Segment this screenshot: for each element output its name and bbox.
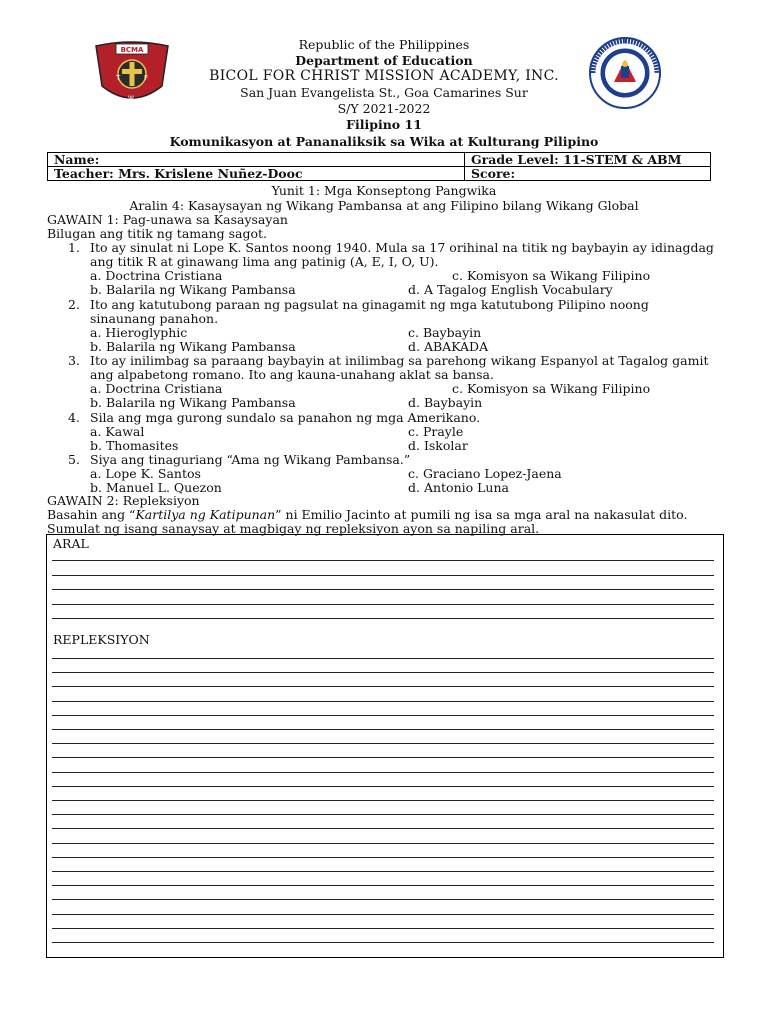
question-3-text-cont: ang alpabetong romano. Ito ang kauna-unahang aklat sa bansa. [90, 367, 494, 382]
repleksiyon-label: REPLEKSIYON [53, 632, 150, 647]
writing-line[interactable] [52, 885, 714, 886]
q2-option-a[interactable]: a. Hieroglyphic [90, 325, 188, 340]
q1-option-b[interactable]: b. Balarila ng Wikang Pambansa [90, 282, 296, 297]
question-number: 5. [68, 452, 80, 467]
svg-text:W: W [128, 95, 134, 102]
q5-option-b[interactable]: b. Manuel L. Quezon [90, 480, 222, 495]
writing-line[interactable] [52, 701, 714, 702]
header-school-year: S/Y 2021-2022 [337, 101, 431, 116]
teacher-label: Teacher: Mrs. Krislene Nuñez-Dooc [54, 166, 303, 181]
writing-line[interactable] [52, 729, 714, 730]
activity1-instruction: Bilugan ang titik ng tamang sagot. [47, 226, 268, 241]
writing-line[interactable] [52, 857, 714, 858]
writing-line[interactable] [52, 672, 714, 673]
writing-line[interactable] [52, 942, 714, 943]
header-republic: Republic of the Philippines [298, 37, 470, 52]
score-label: Score: [471, 166, 516, 181]
q3-option-b[interactable]: b. Balarila ng Wikang Pambansa [90, 395, 296, 410]
writing-line[interactable] [52, 589, 714, 590]
header-department: Department of Education [295, 53, 473, 68]
q2-option-d[interactable]: d. ABAKADA [408, 339, 489, 354]
activity2-title: GAWAIN 2: Repleksiyon [47, 493, 200, 508]
question-number: 1. [68, 240, 80, 255]
writing-line[interactable] [52, 871, 714, 872]
header-subject: Filipino 11 [346, 117, 422, 132]
q1-option-c[interactable]: c. Komisyon sa Wikang Filipino [452, 268, 651, 283]
q3-option-a[interactable]: a. Doctrina Cristiana [90, 381, 223, 396]
question-number: 2. [68, 297, 80, 312]
unit-title: Yunit 1: Mga Konseptong Pangwika [271, 183, 497, 198]
writing-line[interactable] [52, 786, 714, 787]
activity1-title: GAWAIN 1: Pag-unawa sa Kasaysayan [47, 212, 288, 227]
activity2-instruction-2: Sumulat ng isang sanaysay at magbigay ng repleksiyon ayon sa napiling aral. [47, 521, 540, 536]
writing-line[interactable] [52, 928, 714, 929]
question-1-text: Ito ay sinulat ni Lope K. Santos noong 1940. Mula sa 17 orihinal na titik ng baybayin ay idinagdag [90, 240, 714, 255]
q1-option-d[interactable]: d. A Tagalog English Vocabulary [408, 282, 613, 297]
q2-option-b[interactable]: b. Balarila ng Wikang Pambansa [90, 339, 296, 354]
writing-line[interactable] [52, 686, 714, 687]
writing-line[interactable] [52, 604, 714, 605]
header-address: San Juan Evangelista St., Goa Camarines Sur [240, 85, 528, 100]
q5-option-a[interactable]: a. Lope K. Santos [90, 466, 201, 481]
q4-option-b[interactable]: b. Thomasites [90, 438, 179, 453]
question-2-text-cont: sinaunang panahon. [90, 311, 219, 326]
writing-line[interactable] [52, 715, 714, 716]
q3-option-c[interactable]: c. Komisyon sa Wikang Filipino [452, 381, 651, 396]
question-3-text: Ito ay inilimbag sa paraang baybayin at inilimbag sa parehong wikang Espanyol at Tagalog gamit [90, 353, 709, 368]
name-label: Name: [54, 152, 100, 167]
question-2-text: Ito ang katutubong paraan ng pagsulat na ginagamit ng mga katutubong Pilipino noong [90, 297, 649, 312]
header-course: Komunikasyon at Pananaliksik sa Wika at Kulturang Pilipino [169, 134, 599, 149]
svg-text:T: T [116, 74, 121, 82]
grade-level-cell [465, 153, 711, 167]
q4-option-a[interactable]: a. Kawal [90, 424, 145, 439]
writing-line[interactable] [52, 743, 714, 744]
kartilya-title: Kartilya ng Katipunan [135, 507, 276, 522]
lesson-title: Aralin 4: Kasaysayan ng Wikang Pambansa at ang Filipino bilang Wikang Global [129, 198, 639, 213]
question-1-text-cont: ang titik R at ginawang lima ang patinig (A, E, I, O, U). [90, 254, 439, 269]
question-number: 4. [68, 410, 80, 425]
writing-line[interactable] [52, 618, 714, 619]
answer-box[interactable] [46, 534, 724, 958]
writing-line[interactable] [52, 899, 714, 900]
q5-option-c[interactable]: c. Graciano Lopez-Jaena [408, 466, 562, 481]
question-4-text: Sila ang mga gurong sundalo sa panahon ng mga Amerikano. [90, 410, 481, 425]
writing-line[interactable] [52, 843, 714, 844]
q2-option-c[interactable]: c. Baybayin [408, 325, 482, 340]
q4-option-d[interactable]: d. Iskolar [408, 438, 468, 453]
q3-option-d[interactable]: d. Baybayin [408, 395, 483, 410]
q4-option-c[interactable]: c. Prayle [408, 424, 464, 439]
writing-line[interactable] [52, 772, 714, 773]
name-field[interactable] [48, 153, 465, 167]
student-info-table [47, 152, 711, 181]
writing-line[interactable] [52, 828, 714, 829]
teacher-cell [48, 167, 465, 181]
school-logo-text: BCMA [120, 46, 144, 54]
writing-line[interactable] [52, 757, 714, 758]
svg-text:F: F [144, 74, 149, 82]
writing-line[interactable] [52, 560, 714, 561]
writing-line[interactable] [52, 814, 714, 815]
grade-level-label: Grade Level: 11-STEM & ABM [471, 152, 682, 167]
writing-line[interactable] [52, 658, 714, 659]
q1-option-a[interactable]: a. Doctrina Cristiana [90, 268, 223, 283]
writing-line[interactable] [52, 800, 714, 801]
header-school: BICOL FOR CHRIST MISSION ACADEMY, INC. [209, 68, 559, 84]
question-number: 3. [68, 353, 80, 368]
activity2-instruction: Basahin ang “Kartilya ng Katipunan” ni Emilio Jacinto at pumili ng isa sa mga aral na nakasulat dito. [47, 507, 688, 522]
writing-line[interactable] [52, 914, 714, 915]
q5-option-d[interactable]: d. Antonio Luna [408, 480, 509, 495]
aral-label: ARAL [53, 536, 89, 551]
writing-line[interactable] [52, 575, 714, 576]
question-5-text: Siya ang tinaguriang “Ama ng Wikang Pambansa.” [90, 452, 411, 467]
score-field[interactable] [465, 167, 711, 181]
